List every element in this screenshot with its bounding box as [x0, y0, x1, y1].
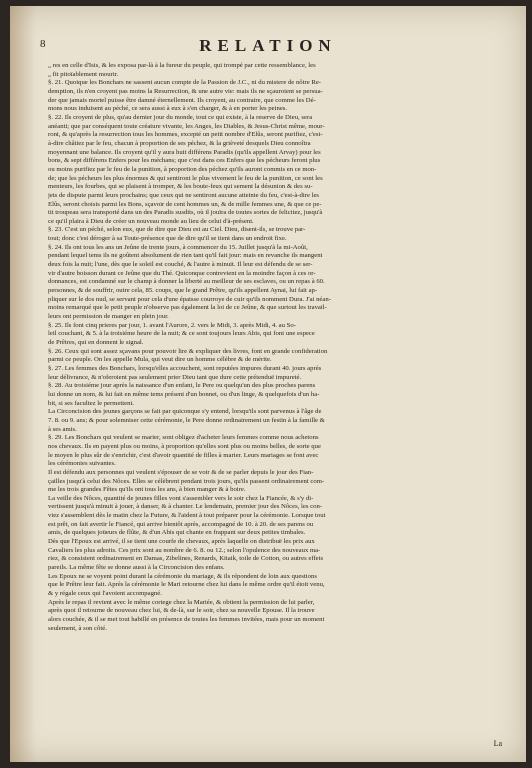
text-line: pareils. La même fête se donne aussi à la Circoncision des enfans.: [48, 564, 225, 572]
text-line: 7. 8. ou 9. ans; & pour solemniser cette cérémonie, le Pere donne ordinairement un festin à la famille &: [48, 416, 325, 424]
text-line: me les trois grandes Fêtes qu'ils ont tous les ans, à bien manger & à boire.: [48, 486, 246, 494]
text-line: §. 21. Quoique les Bonchars ne sassent aucun compte de la Passion de J.C., ni du mistere de nôtre Re-: [48, 79, 322, 87]
text-line: bons, & sept différens Enfers pour les méchans; que c'est dans ces Enfers que les pécheurs feront plus: [48, 157, 321, 165]
text-line: La veille des Nôces, quantité de jeunes filles vont s'assembler vers le soir chez la Fiancée, & s'y di-: [48, 494, 314, 502]
text-line: §. 25. Ils font cinq prieres par jour, 1. avant l'Aurore, 2. vers le Midi, 3. après Midi, 4. au So-: [48, 321, 296, 329]
text-line: deux fois la nuit; l'une, dès que le soleil est couché, & l'autre à minuit. Il leur est défendu de se ser-: [48, 261, 313, 269]
text-line: personnes, & de souffrir, outre cela, 85. coups, que le grand Prêtre, qu'ils appellent Aynai, lui fait ap-: [48, 287, 318, 295]
text-line: de Prêtres, qui en donnent le signal.: [48, 339, 144, 346]
text-line: pendant lequel tems ils ne goûtent absolument de rien tant qu'il fait jour: mais en revanche ils mangent: [48, 252, 323, 260]
text-line: §. 28. Au troisiéme jour après la naissance d'un enfant, le Pere ou quelqu'un des plus proches parens: [48, 382, 316, 390]
text-line: après quoi il retourne de nouveau chez lui, & de-là, sur le soir, chez sa nouvelle Epouse. Il la trouve: [48, 607, 315, 615]
text-line: tit troupeau sera transporté dans un des Paradis susdits, où il jouïra de toutes sortes de felicitez, jusqu'à: [48, 209, 323, 217]
text-line: Après le repas il revient avec le même cortege chez la Mariée, & obtient la permission de lui parler,: [48, 598, 315, 606]
text-line: Il est défendu aux personnes qui veulent s'épouser de se voir & de se parler depuis le jour des Fian-: [48, 468, 314, 476]
text-line: nos chevaux. Ils en payent plus ou moins, à proportion qu'elles sont plus ou moins belles, de sorte que: [48, 442, 321, 450]
text-line: §. 26. Ceux qui sont assez sçavans pour pouvoir lire & expliquer des livres, font en grande confideration: [48, 347, 328, 355]
text-line: à ses amis.: [48, 425, 77, 433]
text-line: jets de dispute parmi leurs prochains; que ceux qui ne sentiront aucune atteinte du feu, c'est-à-dire les: [48, 191, 320, 199]
text-line: Cavaliers les plus adroits. Ces prix sont au nombre de 6. 8. ou 12.; selon l'opulence des nouveaux ma-: [48, 546, 321, 554]
body-text: [48, 62, 518, 633]
text-line: moins remarqué que le petit peuple n'observe pas également la loi de ce Jeûne, & que surtout les travail-: [48, 304, 327, 312]
text-line: que le Prêtre leur fait. Après la cérémonie le Mari retourne chez lui dans le même ordre qu'il étoit venu,: [48, 581, 325, 589]
text-line: riez, & consistent ordinairement en Damas, Zibelines, Renards, Kitaik, toile de Cotton, ou autres effets: [48, 555, 324, 563]
text-line: vir d'autre boisson durant ce Jeûne que du Thé. Quiconque contrevient en la moindre façon à ces or-: [48, 269, 316, 277]
text-line: viez s'assemblent dès le matin chez la Future, & l'aident à tout préparer pour la cérémonie. Lorsque tout: [48, 512, 326, 520]
page-number: 8: [40, 38, 46, 50]
text-line: çailles jusqu'à celui des Nôces. Elles se célèbrent pendant trois jours, qu'ils passent ordinairement com-: [48, 477, 325, 485]
book-page: [10, 6, 526, 762]
text-line: tout; donc c'est déroger à sa Toute-présence que de dire qu'il se tient dans un endroit fixe.: [48, 235, 287, 243]
text-line: §. 29. Les Bonchars qui veulent se marier, sont obligez d'acheter leurs femmes comme nous achetons: [48, 434, 319, 442]
text-line: alors couchée, & il se met tout habillé en présence de toutes les femmes invitées, mais pour un moment: [48, 616, 325, 623]
page-edge-stain: [10, 6, 36, 762]
text-line: leur délivrance, & n'oferoient pas seulement prier Dieu tant que dure cette prétenduë impureté.: [48, 373, 302, 381]
text-line: bit, si ses facultez le permettent.: [48, 399, 134, 407]
text-line: „ res en celle d'Isis, & les exposa par-là à la fureur du peuple, qui trompé par cette ressemblance, les: [48, 62, 316, 69]
text-line: donnances, est condamné sur le champ à donner la liberté au meilleur de ses esclaves, ou un repas à 60.: [48, 278, 325, 286]
text-line: der que jamais mortel puisse être damné éternellement. Ils croyent, au contraire, que comme les Dé-: [48, 96, 316, 104]
text-line: mons nous induisent au péché, ce sera aussi à eux à s'en charger, & à en porter les peines.: [48, 105, 288, 113]
text-line: Les Epoux ne se voyent point durant la cérémonie du mariage, & ils répondent de loin aux questions: [48, 572, 317, 580]
text-line: ce qu'il plaira à Dieu de créer un nouveau monde au lieu de celui d'à-présent.: [48, 217, 254, 225]
text-line: ou moins purifiez par le feu de la punition, à proportion des péchez qu'ils auront commis en ce mon-: [48, 165, 317, 173]
catchword: La: [493, 739, 502, 748]
text-line: demption, ils n'en croyent pas moins la Resurrection, & une autre vie: mais ils ne sçauroient se persua-: [48, 87, 323, 95]
running-head: RELATION: [199, 36, 337, 55]
text-line: moyennant une balance. Ils croyent qu'il y aura huit différens Paradis (qu'ils appellent Arvay) pour les: [48, 148, 321, 156]
text-line: de; que les pécheurs les plus énormes & qui sentiront le plus vivement le feu de la punition, ce sont les: [48, 174, 323, 182]
text-line: Elûs, seront choisis parmi les Bons, sçavoir de cent hommes un, & de mille femmes une, & que ce pe-: [48, 200, 322, 208]
text-line: §. 22. Ils croyent de plus, qu'au dernier jour du monde, tout ce qui existe, à la reserve de Dieu, sera: [48, 113, 313, 121]
text-line: leil couchant, & 5. à la troisiéme heure de la nuit; & ce sont toujours leurs Abis, qui font une espece: [48, 330, 315, 338]
text-line: §. 23. C'est un péché, selon eux, que de dire que Dieu est au Ciel. Dieu, disent-ils, se trouve par-: [48, 226, 306, 234]
text-line: les cérémonies suivantes.: [48, 460, 116, 468]
text-line: est prêt, on fait avertir le Fiancé, qui arrive bientôt après, accompagné de 10. à 20. de ses parens ou: [48, 520, 314, 528]
text-line: La Circoncision des jeunes garçons se fait par quiconque s'y entend, lorsqu'ils sont parvenus à l'âge de: [48, 408, 322, 416]
text-line: Dès que l'Epoux est arrivé, il se tient une courfe de chevaux, après laquelle on distribuë les prix aux: [48, 538, 315, 546]
text-line: à-dire châtiez par le feu, chacun à proportion de ses péchez, & la grièveté desquels Dieu connoîtra: [48, 139, 311, 147]
text-line: menteurs, les fourbes, qui se plaisent à tromper, & les boute-feux qui sement la désunion & des su-: [48, 183, 313, 191]
text-line: parmi ce peuple. On les appelle Mula, qui veut dire un homme célèbre & de mérite.: [48, 356, 272, 364]
text-line: anéanti; que par conséquent toute créature vivante, les Anges, les Diables, & Jesus-Christ même, mour-: [48, 122, 325, 130]
text-line: „ fit pitoïablement mourir.: [48, 70, 119, 78]
text-line: leurs ont permission de manger en plein jour.: [48, 313, 169, 321]
text-line: ront, & qu'après la resurrection tous les hommes, excepté un petit nombre d'Elûs, seront purifiez, c'est-: [48, 131, 323, 139]
text-line: seulement, à son côté.: [48, 624, 107, 632]
text-line: le moyen le plus sûr de s'enrichir, c'est d'avoir quantité de filles à marier. Leurs mariages se font avec: [48, 451, 319, 459]
text-line: & y régale ceux qui l'avoient accompagné.: [48, 590, 162, 598]
text-line: §. 24. Ils ont tous les ans un Jeûne de trente jours, à commencer du 15. Juillet jusqu'à la mi-Août,: [48, 243, 308, 251]
text-line: pliquer sur le dos nud, se servant pour cela d'une épaisse courroye de cuir qu'ils nomment Dura. J'ai néan-: [48, 295, 331, 303]
text-line: §. 27. Les femmes des Bonchars, lorsqu'elles accouchent, sont reputées impures durant 40. jours après: [48, 364, 322, 372]
text-line: amis, de quelques joüeurs de flûte, & d'un Abis qui chante en frappant sur deux petites timbales.: [48, 529, 306, 537]
text-line: vertissent jusqu'à minuit à jouer, à danser, & à chanter. Le lendemain, premier jour des Nôces, les con-: [48, 503, 323, 511]
text-line: lui donne un nom, & lui fait en même tems présent d'un bonnet, ou d'un linge, & quelquefois d'un ha-: [48, 390, 320, 398]
